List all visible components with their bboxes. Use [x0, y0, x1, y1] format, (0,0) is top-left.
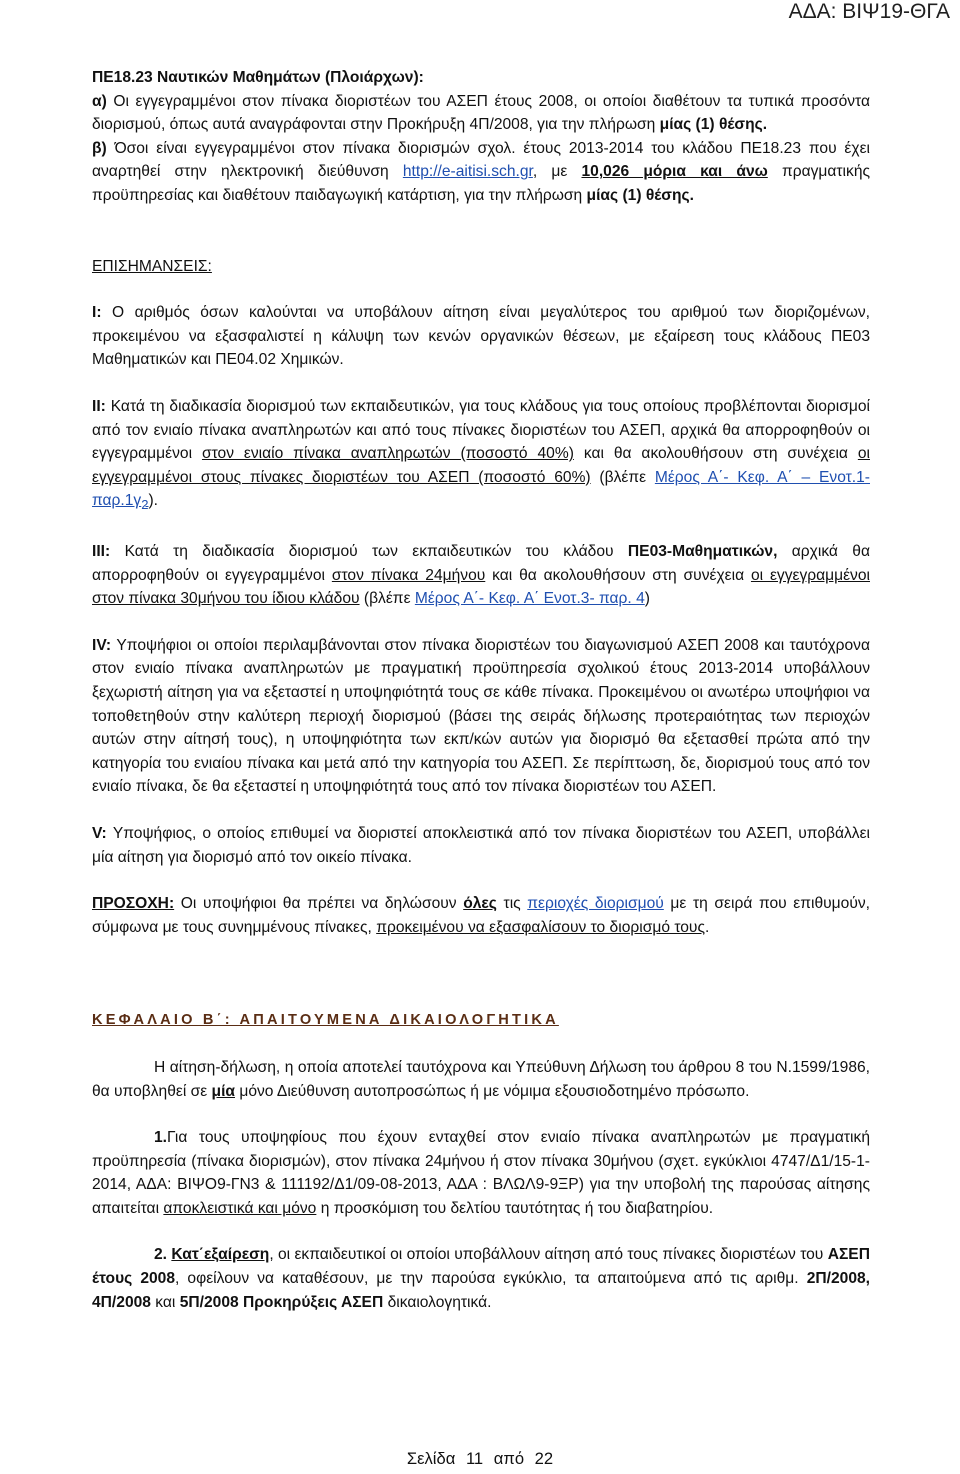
paragraph-1-number: 1. [154, 1129, 168, 1147]
intro-text: Η αίτηση-δήλωση, η οποία αποτελεί ταυτόχρονα και Υπεύθυνη Δήλωση του άρθρου 8 του Ν.1599/1986, θα υποβληθεί σε [92, 1058, 870, 1100]
e-aitisi-link[interactable]: http://e-aitisi.sch.gr [402, 163, 533, 181]
spacer [0, 1033, 960, 1056]
paragraph-2-underline: Κατ΄εξαίρεση [171, 1246, 270, 1264]
note-4-text: Υποψήφιοι οι οποίοι περιλαμβάνονται στον πίνακα διοριστέων του διαγωνισμού ΑΣΕΠ 2008 και ταυτόχρονα στον ενιαίο πίνακα αναπληρωτών με πραγματική προϋπηρεσία σχολικού έτους 2013-2014 υποβάλλουν ξεχωριστή αίτηση για να εξεταστεί η υποψηφιότητά τους σε κάθε πίνακα. Προκειμένου οι ανωτέρω υποψήφιοι να τοποθετηθούν στην καλύτερη περιοχή διορισμού (βάσει της σειράς δήλωσης προτεραιότητας των περιοχών αυτών στην αίτησή τους), η υποψηφιότητα των εκπ/κών αυτών για διορισμό θα εξετασθεί πρώτα από την κατηγορία του ενιαίου πίνακα και μετά από την κατηγορία του ΑΣΕΠ. Σε περίπτωση, δε, διορισμού τους από τον ενιαίο πίνακα, δε θα εξεταστεί η υποψηφιότητά τους από τον πίνακα διοριστέων του ΑΣΕΠ. [92, 636, 870, 796]
spacer [92, 372, 870, 395]
note-1 [92, 301, 870, 372]
item-b-text-2: , με [532, 163, 582, 181]
note-3-link[interactable]: Μέρος Α΄- Κεφ. Α΄ Ενοτ.3- παρ. 4 [414, 590, 645, 608]
chapter-title: ΚΕΦΑΛΑΙΟ Β΄: ΑΠΑΙΤΟΥΜΕΝΑ ΔΙΚΑΙΟΛΟΓΗΤΙΚΑ [92, 1012, 559, 1029]
paragraph-2-bold-1: ΑΣΕΠ έτους 2008 [92, 1246, 870, 1288]
item-b-points: 10,026 μόρια και άνω [581, 163, 768, 181]
note-2-text-4: ). [148, 492, 158, 510]
paragraph-2 [92, 1243, 870, 1314]
item-b-text: Όσοι είναι εγγεγραμμένοι στον πίνακα διορισμών σχολ. έτους 2013-2014 του κλάδου ΠΕ18.23 που έχει αναρτηθεί στην ηλεκτρονική διεύθυνση [92, 139, 870, 181]
note-5-text: Υποψήφιος, ο οποίος επιθυμεί να διοριστεί αποκλειστικά από τον πίνακα διοριστέων του ΑΣΕΠ, υποβάλλει μία αίτηση για διορισμό από τον οικείο πίνακα. [92, 824, 870, 866]
spacer [0, 208, 960, 255]
item-b-bold: μίας (1) θέσης. [586, 186, 694, 204]
attention-bold: όλες [463, 895, 497, 913]
spacer [0, 939, 960, 986]
note-3-bold: ΠΕ03-Μαθηματικών, [627, 543, 778, 561]
item-b [92, 137, 870, 208]
spacer [92, 611, 870, 634]
paragraph-1-underline: αποκλειστικά και μόνο [163, 1199, 317, 1217]
item-a-label: α) [92, 92, 107, 110]
note-2-link-text: Μέρος Α΄- Κεφ. Α΄ – Ενοτ.1- παρ.1γ [92, 468, 870, 510]
item-a-bold: μίας (1) θέσης. [659, 116, 768, 134]
note-4-label: IV: [92, 636, 112, 654]
attention-underline: προκειμένου να εξασφαλίσουν το διορισμό τους [376, 918, 705, 936]
note-1-text: Ο αριθμός όσων καλούνται να υποβάλουν αίτηση είναι μεγαλύτερος του αριθμού των διοριζομένων, προκειμένου να εξασφαλιστεί η κάλυψη των κενών οργανικών θέσεων, με εξαίρεση τους κλάδους ΠΕ03 Μαθηματικών και ΠΕ04.02 Χημικών. [92, 304, 870, 369]
note-3-text-5: ) [644, 590, 650, 608]
note-3-text-2: αρχικά θα απορροφηθούν οι εγγεγραμμένοι [92, 543, 870, 584]
note-3-underline-2: οι εγγεγραμμένοι στον πίνακα 30μήνου του ίδιου κλάδου [92, 566, 870, 608]
paragraph-2-number: 2. [154, 1246, 168, 1264]
note-2-underline-2: οι εγγεγραμμένοι στους πίνακες διοριστέων του ΑΣΕΠ (ποσοστό 60%) [92, 445, 870, 486]
note-2-link-sub: 2 [141, 497, 149, 513]
attention-text-4: . [704, 918, 710, 936]
regions-link[interactable]: περιοχές διορισμού [527, 895, 664, 913]
spacer [92, 278, 870, 301]
note-3-label: ΙΙΙ: [92, 543, 111, 561]
section-title: ΠΕ18.23 Ναυτικών Μαθημάτων (Πλοιάρχων): [92, 69, 424, 86]
notes-section [92, 255, 870, 940]
paragraph-2-text-4: δικαιολογητικά. [383, 1293, 492, 1311]
paragraph-1-text: Για τους υποψηφίους που έχουν ενταχθεί στον ενιαίο πίνακα αναπληρωτών με πραγματική προϋπηρεσία (πίνακα διορισμών), στον πίνακα 24μήνου ή στον πίνακα 30μήνου (σχετ. εγκύκλιοι 4747/Δ1/15-1-2014, ΑΔΑ: ΒΙΨΟ9-ΓΝ3 & 111192/Δ1/09-08-2013, ΑΔΑ : ΒΛΩΛ9-9ΞΡ) για την υποβολή της παρούσας αίτησης απαιτείται [92, 1129, 870, 1217]
paragraph-2-text-2: , οφείλουν να καταθέσουν, με την παρούσα εγκύκλιο, τα απαιτούμενα από τις αριθμ. [175, 1270, 807, 1288]
note-4 [92, 634, 870, 799]
spacer [92, 1220, 870, 1243]
chapter-intro [92, 1056, 870, 1103]
item-b-label: β) [92, 139, 107, 157]
note-3 [92, 540, 870, 611]
paragraph-1 [92, 1126, 870, 1220]
spacer [92, 799, 870, 822]
item-b-text-3: πραγματικής προϋπηρεσίας και διαθέτουν παιδαγωγική κατάρτιση, για την πλήρωση [92, 163, 871, 204]
paragraph-1-text-2: η προσκόμιση του δελτίου ταυτότητας ή του διαβατηρίου. [316, 1199, 714, 1217]
intro-bold: μία [211, 1082, 235, 1100]
note-2-text-3: (βλέπε [590, 468, 655, 486]
ada-code: ΑΔΑ: ΒΙΨ19-ΘΓΑ [788, 0, 950, 23]
note-2-underline-1: στον ενιαίο πίνακα αναπληρωτών (ποσοστό 40%) [201, 445, 574, 463]
paragraph-2-text-3: και [150, 1293, 180, 1311]
notes-heading: ΕΠΙΣΗΜΑΝΣΕΙΣ: [92, 257, 212, 275]
attention-text: Οι υποψήφιοι θα πρέπει να δηλώσουν [174, 895, 464, 913]
chapter-body [92, 1056, 870, 1314]
paragraph-2-text: , οι εκπαιδευτικοί οι οποίοι υποβάλλουν αίτηση από τους πίνακες διοριστέων του [269, 1246, 828, 1264]
spacer [92, 517, 870, 540]
item-a-text: Οι εγγεγραμμένοι στον πίνακα διοριστέων του ΑΣΕΠ έτους 2008, οι οποίοι διαθέτουν τα τυπικά προσόντα διορισμού, όπως αυτά αναγράφονται στην Προκήρυξη 4Π/2008, για την πλήρωση [92, 92, 870, 134]
attention-label: ΠΡΟΣΟΧΗ: [92, 895, 175, 913]
page-number: Σελίδα 11 από 22 [406, 1449, 554, 1468]
pe18-section [92, 66, 870, 208]
note-3-underline-1: στον πίνακα 24μήνου [331, 566, 486, 584]
paragraph-2-bold-2: 2Π/2008, 4Π/2008 [92, 1270, 870, 1311]
note-3-text-3: και θα ακολουθήσουν στη συνέχεια [485, 566, 751, 584]
note-2 [92, 395, 870, 517]
item-a [92, 90, 870, 137]
note-3-text-4: (βλέπε [359, 590, 415, 608]
spacer [92, 869, 870, 892]
note-2-text: Κατά τη διαδικασία διορισμού των εκπαιδευτικών, για τους κλάδους για τους οποίους προβλέπονται διορισμοί από τον ενιαίο πίνακα αναπληρωτών και από τους πίνακες διοριστέων του ΑΣΕΠ, αρχικά θα απορροφηθούν οι εγγεγραμμένοι [92, 397, 870, 463]
attention-text-3: με τη σειρά που επιθυμούν, σύμφωνα με τους συνημμένους πίνακες, [92, 895, 870, 936]
attention-text-2: τις [496, 895, 528, 913]
note-5-label: V: [92, 824, 107, 842]
note-2-text-2: και θα ακολουθήσουν στη συνέχεια [573, 445, 858, 463]
spacer [92, 1103, 870, 1126]
note-1-label: Ι: [92, 304, 102, 322]
paragraph-2-bold-3: 5Π/2008 Προκηρύξεις ΑΣΕΠ [179, 1293, 384, 1311]
intro-text-2: μόνο Διεύθυνση αυτοπροσώπως ή με νόμιμα εξουσιοδοτημένο πρόσωπο. [235, 1082, 750, 1100]
note-3-text: Κατά τη διαδικασία διορισμού των εκπαιδευτικών του κλάδου [110, 543, 628, 561]
note-5 [92, 822, 870, 869]
attention-note [92, 892, 870, 939]
spacer [0, 986, 960, 1009]
note-2-label: ΙΙ: [92, 397, 106, 415]
document-page [0, 66, 960, 1314]
